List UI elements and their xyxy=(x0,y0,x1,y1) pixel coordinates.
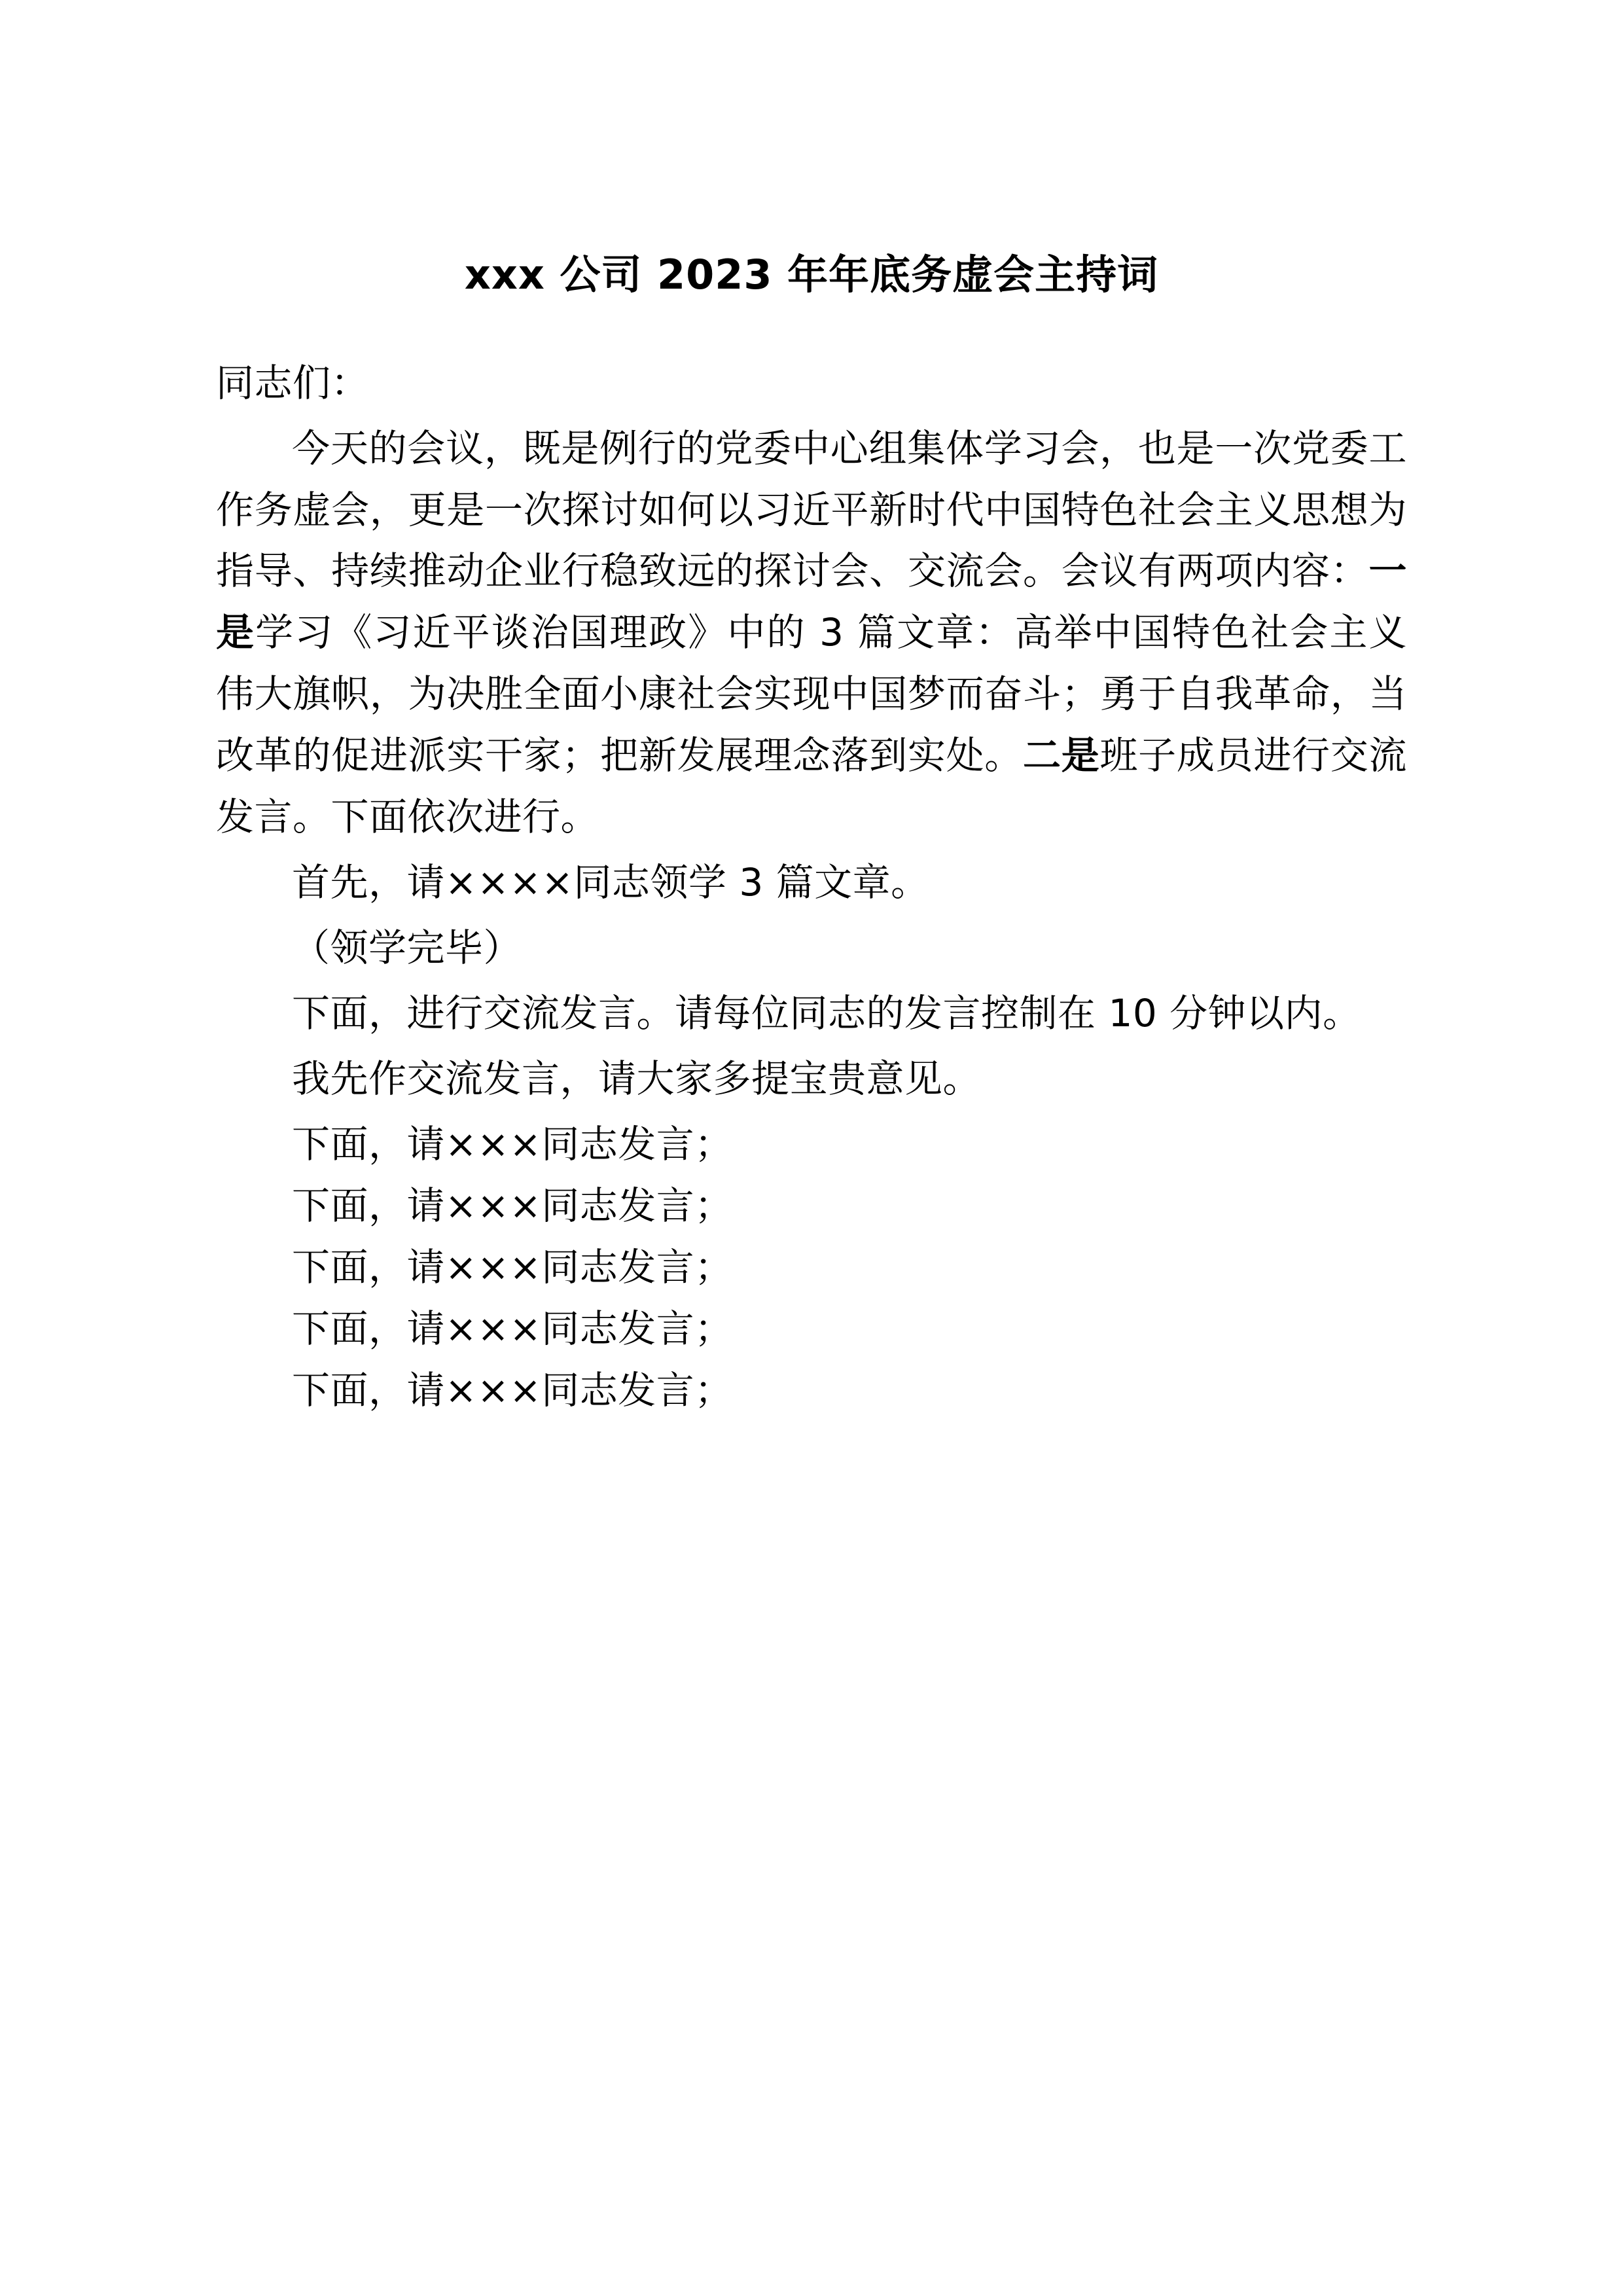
line-self-speech: 我先作交流发言，请大家多提宝贵意见。 xyxy=(292,1056,982,1102)
line-lead-study: 首先，请××××同志领学 3 篇文章。 xyxy=(292,860,929,905)
line-speaker-1: 下面，请×××同志发言； xyxy=(292,1122,733,1167)
line-speaker-3: 下面，请×××同志发言； xyxy=(292,1244,733,1289)
intro-segment-4: 班子成员进行交流发言。下面依次进行。 xyxy=(216,733,1407,840)
line-discussion-rule: 下面，进行交流发言。请每位同志的发言控制在 10 分钟以内。 xyxy=(292,991,1361,1036)
page-title: xxx 公司 2023 年年底务虚会主持词 xyxy=(464,251,1159,298)
intro-segment-2: 学习《习近平谈治国理政》中的 3 篇文章：高举中国特色社会主义伟大旗帜，为决胜全面小康社会实现中国梦而奋斗；勇于自我革命，当改革的促进派实干家；把新发展理念落到实处。 xyxy=(216,610,1407,778)
line-study-done: （领学完毕） xyxy=(292,925,522,971)
intro-segment-3-bold: 二是 xyxy=(1023,733,1100,778)
intro-segment-0: 今天的会议，既是例行的党委中心组集体学习会，也是一次党委工作务虚会，更是一次探讨如何以习近平新时代中国特色社会主义思想为指导、持续推动企业行稳致远的探讨会、交流会。会议有两项内容： xyxy=(216,425,1407,594)
intro-segment-1-bold: 一是 xyxy=(216,548,1407,655)
line-speaker-2: 下面，请×××同志发言； xyxy=(292,1183,733,1228)
intro-paragraph xyxy=(216,418,1407,849)
salutation: 同志们： xyxy=(216,360,370,405)
line-speaker-4: 下面，请×××同志发言； xyxy=(292,1306,733,1351)
line-speaker-5: 下面，请×××同志发言； xyxy=(292,1367,733,1412)
